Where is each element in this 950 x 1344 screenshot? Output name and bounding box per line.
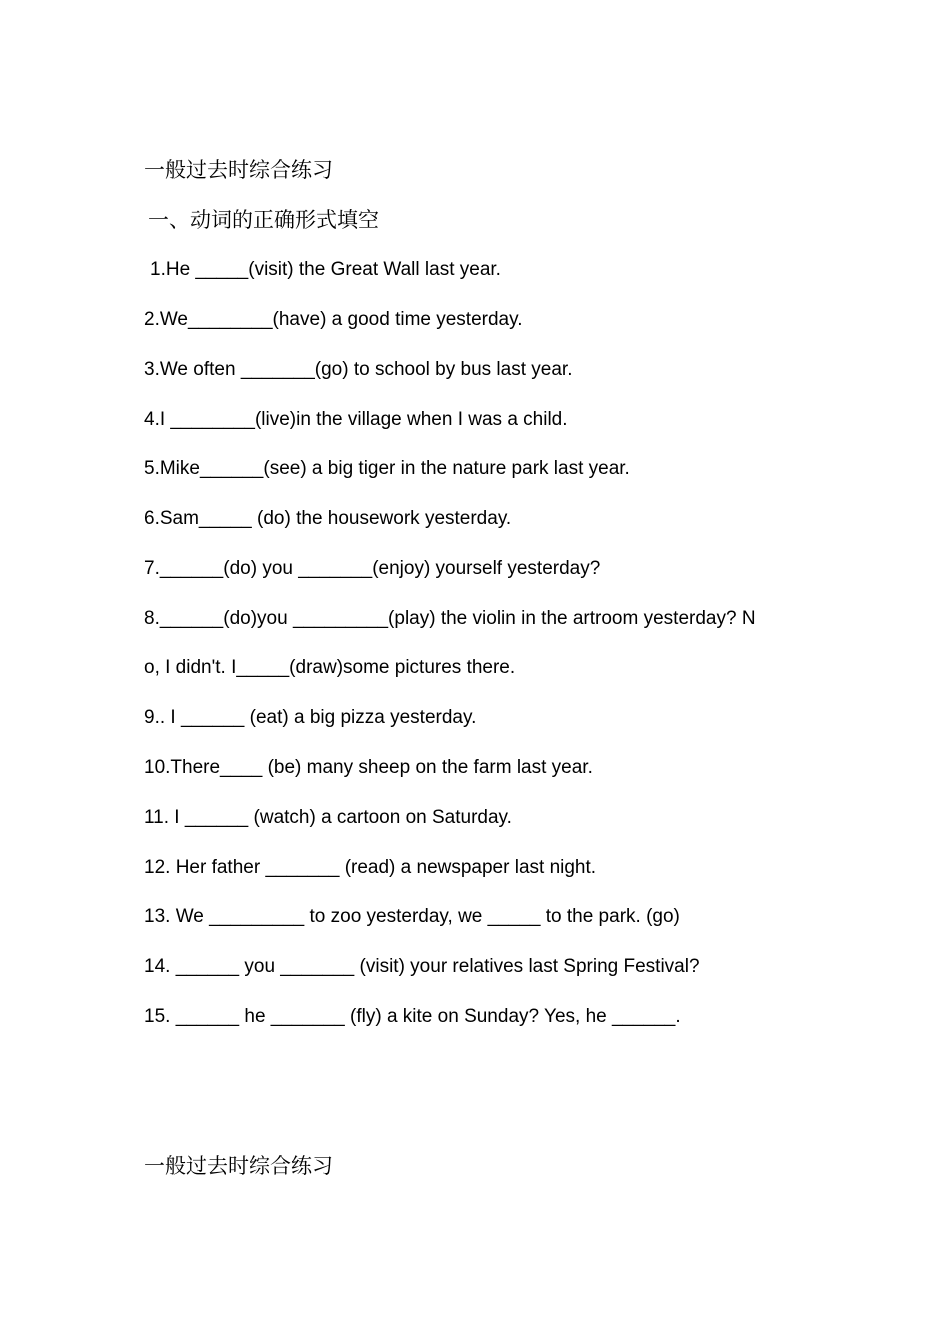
question-line: 13. We _________ to zoo yesterday, we _____ to the park. (go) — [144, 906, 680, 927]
question-line: 9.. I ______ (eat) a big pizza yesterday. — [144, 707, 477, 728]
question-line: 11. I ______ (watch) a cartoon on Saturday. — [144, 807, 512, 828]
question-line: 15. ______ he _______ (fly) a kite on Sunday? Yes, he ______. — [144, 1006, 681, 1027]
repeated-title: 一般过去时综合练习 — [144, 1154, 333, 1178]
question-line: 2.We________(have) a good time yesterday. — [144, 309, 523, 330]
question-line: o, I didn't. I_____(draw)some pictures there. — [144, 657, 516, 678]
question-line: 8.______(do)you _________(play) the violin in the artroom yesterday? N — [144, 608, 756, 629]
section-heading: 一、动词的正确形式填空 — [148, 208, 379, 232]
question-line: 1.He _____(visit) the Great Wall last year. — [150, 259, 501, 280]
question-line: 4.I ________(live)in the village when I was a child. — [144, 409, 568, 430]
question-line: 3.We often _______(go) to school by bus last year. — [144, 359, 573, 380]
question-line: 7.______(do) you _______(enjoy) yourself yesterday? — [144, 558, 601, 579]
question-line: 12. Her father _______ (read) a newspaper last night. — [144, 857, 597, 878]
question-line: 5.Mike______(see) a big tiger in the nature park last year. — [144, 458, 630, 479]
question-line: 10.There____ (be) many sheep on the farm last year. — [144, 757, 593, 778]
question-line: 6.Sam_____ (do) the housework yesterday. — [144, 508, 512, 529]
question-line: 14. ______ you _______ (visit) your relatives last Spring Festival? — [144, 956, 700, 977]
document-title: 一般过去时综合练习 — [144, 158, 333, 182]
